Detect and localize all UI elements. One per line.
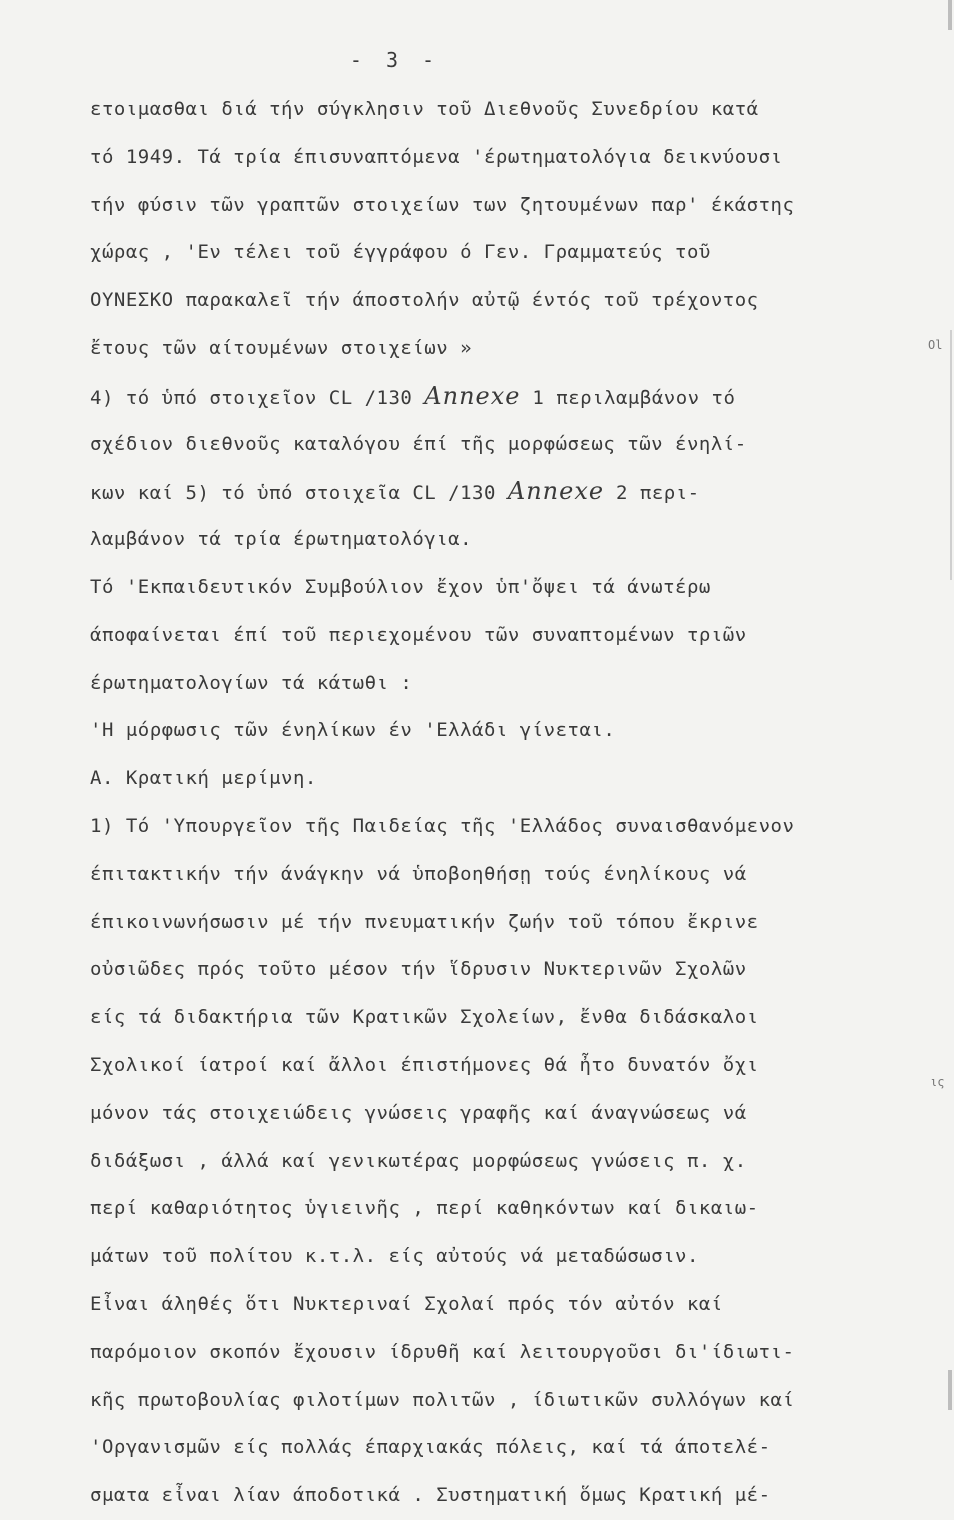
text-line-25: μάτων τοῦ πολίτου κ.τ.λ. είς αὐτούς νά μεταδώσωσιν. <box>90 1245 699 1268</box>
text-line-24: περί καθαριότητος ὑγιεινῆς , περί καθηκόντων καί δικαιω- <box>90 1197 759 1220</box>
body-text <box>90 86 930 1520</box>
text-line-11: Τό 'Εκπαιδευτικόν Συμβούλιον ἔχον ὑπ'ὄψει τά άνωτέρω <box>90 575 711 598</box>
text-line-17: έπιτακτικήν τήν άνάγκην νά ὑποβοηθήσῃ τούς ένηλίκους νά <box>90 862 747 885</box>
text-line-2: τό 1949. Τά τρία έπισυναπτόμενα 'έρωτηματολόγια δεικνύουσι <box>90 145 783 168</box>
text-line-12: άποφαίνεται έπί τοῦ περιεχομένου τῶν συναπτομένων τριῶν <box>90 623 747 646</box>
text-line-26: Εἶναι άληθές ὅτι Νυκτεριναί Σχολαί πρός τόν αὐτόν καί <box>90 1292 723 1315</box>
text-line-15: Α. Κρατική μερίμνη. <box>90 767 317 790</box>
text-line-27: παρόμοιον σκοπόν ἔχουσιν ίδρυθῆ καί λειτουργοῦσι δι'ίδιωτι- <box>90 1340 795 1363</box>
text-line-18: έπικοινωνήσωσιν μέ τήν πνευματικήν ζωήν τοῦ τόπου ἔκρινε <box>90 910 759 933</box>
text-line-30: σματα εἶναι λίαν άποδοτικά . Συστηματική ὅμως Κρατική μέ- <box>90 1484 771 1507</box>
text-line-19: οὐσιῶδες πρός τοῦτο μέσον τήν ἵδρυσιν Νυκτερινῶν Σχολῶν <box>90 958 747 981</box>
handwritten-annexe-1: Annexe <box>424 381 521 410</box>
text-line-21: Σχολικοί ίατροί καί ἄλλοι έπιστήμονες θά ἦτο δυνατόν ὄχι <box>90 1053 759 1076</box>
text-line-6: ἔτους τῶν αίτουμένων στοιχείων » <box>90 336 473 359</box>
text-line-4: χώρας , 'Εν τέλει τοῦ έγγράφου ό Γεν. Γραμματεύς τοῦ <box>90 241 711 264</box>
text-line-8: σχέδιον διεθνοῦς καταλόγου έπί τῆς μορφώσεως τῶν ένηλί- <box>90 432 747 455</box>
text-line-16: 1) Τό 'Υπουργεῖον τῆς Παιδείας τῆς 'Ελλάδος συναισθανόμενον <box>90 814 795 837</box>
text-line-14: 'Η μόρφωσις τῶν ένηλίκων έν 'Ελλάδι γίνεται. <box>90 719 616 742</box>
handwritten-annexe-2: Annexe <box>507 477 605 506</box>
text-line-1: ετοιμασθαι διά τήν σύγκλησιν τοῦ Διεθνοῦς Συνεδρίου κατά <box>90 98 759 120</box>
margin-mark-right-2: ις <box>930 1075 945 1089</box>
text-line-20: είς τά διδακτήρια τῶν Κρατικῶν Σχολείων, ἔνθα διδάσκαλοι <box>90 1006 759 1029</box>
text-line-3: τήν φύσιν τῶν γραπτῶν στοιχείων των ζητουμένων παρ' έκάστης <box>90 193 795 216</box>
page-edge-middle <box>950 330 952 580</box>
page-edge-top <box>948 0 952 30</box>
text-line-7: 4) τό ὑπό στοιχεῖον CL /130 Annexe 1 περιλαμβάνον τό <box>90 381 736 410</box>
page-edge-bottom <box>948 1370 952 1410</box>
text-line-9: κων καί 5) τό ὑπό στοιχεῖα CL /130 Annexe 2 περι- <box>90 477 700 506</box>
text-line-28: κῆς πρωτοβουλίας φιλοτίμων πολιτῶν , ίδιωτικῶν συλλόγων καί <box>90 1388 795 1411</box>
text-line-22: μόνον τάς στοιχειώδεις γνώσεις γραφῆς καί άναγνώσεως νά <box>90 1101 747 1124</box>
text-line-5: ΟΥΝΕΣΚΟ παρακαλεῖ τήν άποστολήν αὐτῷ έντός τοῦ τρέχοντος <box>90 289 759 312</box>
text-line-10: λαμβάνον τά τρία έρωτηματολόγια. <box>90 528 473 551</box>
text-line-13: έρωτηματολογίων τά κάτωθι : <box>90 671 413 694</box>
page-number: - 3 - <box>349 48 441 72</box>
text-line-29: 'Οργανισμῶν είς πολλάς έπαρχιακάς πόλεις, καί τά άποτελέ- <box>90 1436 771 1459</box>
text-line-23: διδάξωσι , άλλά καί γενικωτέρας μορφώσεως γνώσεις π. χ. <box>90 1149 747 1172</box>
margin-mark-right-1: Ol <box>928 338 943 352</box>
